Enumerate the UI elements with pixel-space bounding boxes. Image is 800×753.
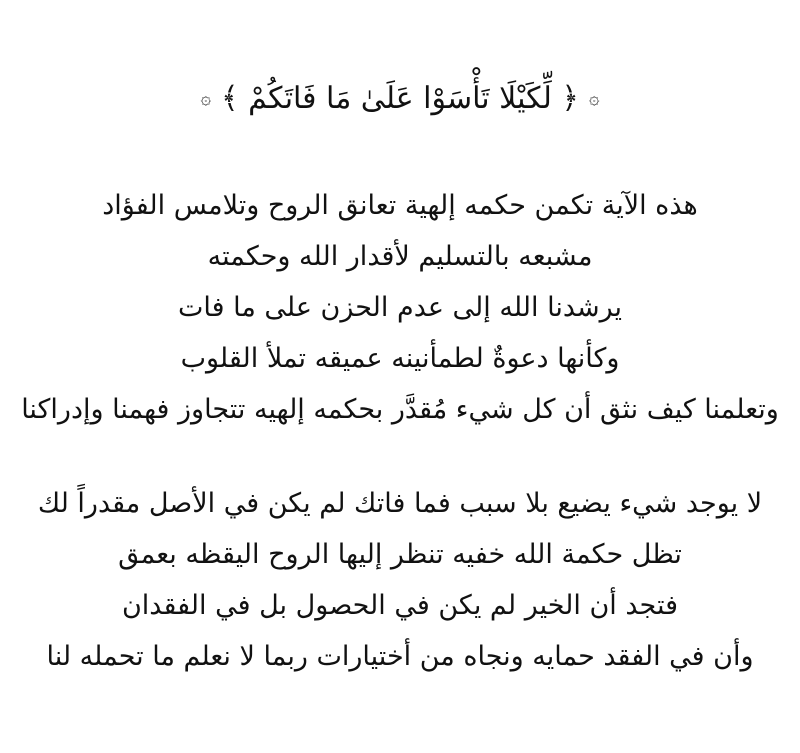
- text-line: فتجد أن الخير لم يكن في الحصول بل في الفقدان: [121, 590, 679, 621]
- verse-ornament-icon: ۞: [588, 88, 600, 109]
- text-line: مشبعه بالتسليم لأقدار الله وحكمته: [207, 241, 593, 272]
- stanza-first: [0, 180, 800, 435]
- text-line: تظل حكمة الله خفيه تنظر إليها الروح اليقظه بعمق: [118, 539, 682, 570]
- text-line: وكأنها دعوةٌ لطمأنينه عميقه تملأ القلوب: [180, 343, 620, 374]
- quran-verse-header: [0, 76, 800, 122]
- text-line: يرشدنا الله إلى عدم الحزن على ما فات: [177, 292, 623, 323]
- verse-text: ﴿ لِّكَيْلَا تَأْسَوْا عَلَىٰ مَا فَاتَكُمْ ﴾: [221, 81, 579, 116]
- stanza-second: [0, 478, 800, 682]
- verse-ornament-icon: ۞: [200, 88, 212, 109]
- text-line: وأن في الفقد حمايه ونجاه من أختيارات ربما لا نعلم ما تحمله لنا: [46, 641, 754, 672]
- text-line: وتعلمنا كيف نثق أن كل شيء مُقدَّر بحكمه إلهيه تتجاوز فهمنا وإدراكنا: [21, 394, 779, 425]
- text-line: لا يوجد شيء يضيع بلا سبب فما فاتك لم يكن في الأصل مقدراً لك: [37, 488, 763, 519]
- text-line: هذه الآية تكمن حكمه إلهية تعانق الروح وتلامس الفؤاد: [102, 190, 698, 221]
